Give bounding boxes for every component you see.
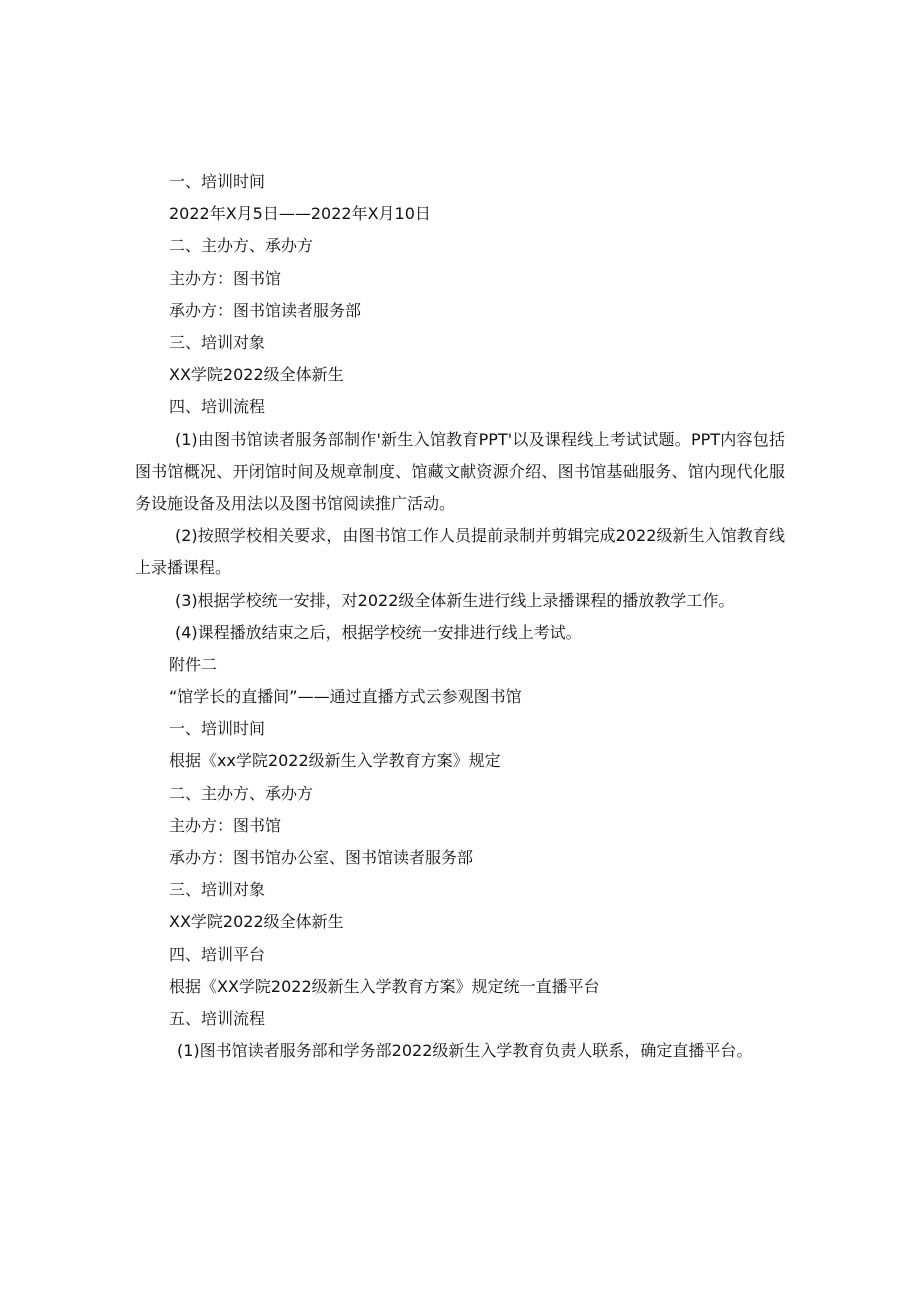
target-line: XX学院2022级全体新生 — [169, 365, 344, 385]
section-heading-target: 三、培训对象 — [169, 332, 266, 352]
section-heading-organizers-2: 二、主办方、承办方 — [169, 783, 314, 803]
flow-step-4: (4)课程播放结束之后，根据学校统一安排进行线上考试。 — [175, 622, 582, 642]
training-time-value: 2022年X月5日——2022年X月10日 — [169, 204, 431, 224]
section-heading-training-time: 一、培训时间 — [169, 172, 266, 191]
host-line-2: 主办方：图书馆 — [169, 815, 282, 835]
flow-step-2: (2)按照学校相关要求，由图书馆工作人员提前录制并剪辑完成2022级新生入馆教育线上录播课程。 — [135, 526, 785, 578]
host-line: 主办方：图书馆 — [169, 268, 282, 288]
section-heading-organizers: 二、主办方、承办方 — [169, 236, 314, 256]
platform-line: 根据《XX学院2022级新生入学教育方案》规定统一直播平台 — [169, 976, 600, 996]
document-body — [135, 166, 785, 1067]
section-heading-platform: 四、培训平台 — [169, 944, 266, 964]
flow-step-1: (1)由图书馆读者服务部制作'新生入馆教育PPT'以及课程线上考试试题。PPT内容包括图书馆概况、开闭馆时间及规章制度、馆藏文献资源介绍、图书馆基础服务、馆内现代化服务设施设备及用法以及图书馆阅读推广活动。 — [135, 429, 785, 513]
organizer-line: 承办方：图书馆读者服务部 — [169, 300, 362, 320]
section-heading-training-time-2: 一、培训时间 — [169, 719, 266, 739]
flow-step-3: (3)根据学校统一安排，对2022级全体新生进行线上录播课程的播放教学工作。 — [175, 590, 735, 610]
training-time-value-2: 根据《xx学院2022级新生入学教育方案》规定 — [169, 751, 501, 771]
section-heading-flow: 四、培训流程 — [169, 397, 266, 417]
attachment-label: 附件二 — [169, 654, 218, 674]
target-line-2: XX学院2022级全体新生 — [169, 912, 344, 932]
section-heading-flow-2: 五、培训流程 — [169, 1008, 266, 1028]
organizer-line-2: 承办方：图书馆办公室、图书馆读者服务部 — [169, 848, 474, 868]
flow-step-1-second: (1)图书馆读者服务部和学务部2022级新生入学教育负责人联系，确定直播平台。 — [177, 1041, 753, 1061]
section-heading-target-2: 三、培训对象 — [169, 880, 266, 900]
attachment-title: “馆学长的直播间”——通过直播方式云参观图书馆 — [169, 687, 522, 707]
